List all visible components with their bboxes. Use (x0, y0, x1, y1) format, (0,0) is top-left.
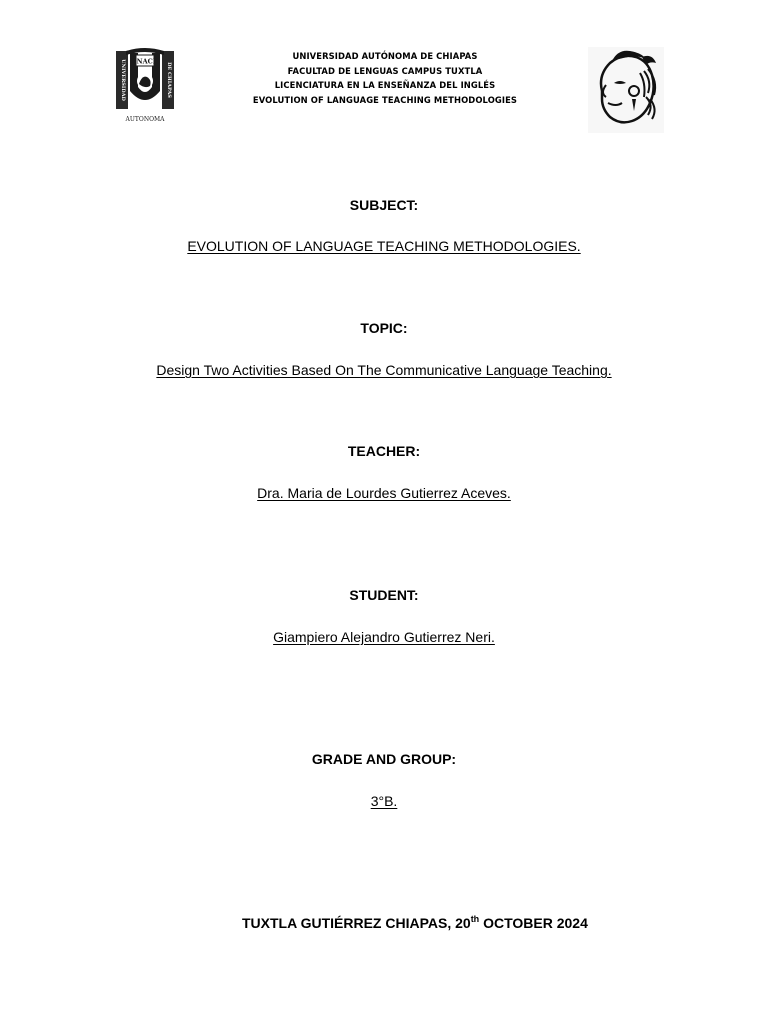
university-crest-icon (106, 47, 184, 125)
grade-label: GRADE AND GROUP: (311, 751, 457, 767)
grade-value-text: 3°B. (370, 793, 398, 809)
place-date-text: TUXTLA GUTIÉRREZ CHIAPAS, 20 (242, 915, 471, 931)
date-ordinal: th (470, 914, 480, 924)
subject-value (0, 238, 768, 254)
header-university: UNIVERSIDAD AUTÓNOMA DE CHIAPAS (292, 51, 478, 61)
teacher-value-text: Dra. Maria de Lourdes Gutierrez Aceves. (257, 485, 511, 501)
header-course: EVOLUTION OF LANGUAGE TEACHING METHODOLOGIES (252, 94, 518, 105)
topic-value (0, 362, 768, 378)
crest-right-text: DE CHIAPAS (166, 62, 172, 98)
topic-label: TOPIC: (360, 320, 408, 336)
student-value (0, 629, 768, 645)
teacher-value (0, 485, 768, 501)
teacher-label: TEACHER: (347, 443, 421, 459)
grade-value (0, 793, 768, 809)
crest-left-text: UNIVERSIDAD (120, 59, 126, 101)
subject-value-text: EVOLUTION OF LANGUAGE TEACHING METHODOLOGIES. (187, 238, 581, 254)
date-month-year: OCTOBER 2024 (479, 915, 588, 931)
place-date (242, 914, 588, 932)
header-degree: LICENCIATURA EN LA ENSEÑANZA DEL INGLÉS (274, 80, 496, 90)
crest-bottom-text: AUTONOMA (125, 116, 165, 123)
faculty-head-logo-icon (588, 47, 664, 133)
header-faculty: FACULTAD DE LENGUAS CAMPUS TUXTLA (287, 65, 483, 76)
document-header (200, 49, 570, 107)
crest-monogram: UNACH (131, 57, 159, 66)
topic-value-text: Design Two Activities Based On The Communicative Language Teaching. (156, 362, 612, 378)
student-value-text: Giampiero Alejandro Gutierrez Neri. (273, 629, 495, 645)
student-label: STUDENT: (349, 587, 419, 603)
subject-label: SUBJECT: (349, 197, 419, 213)
